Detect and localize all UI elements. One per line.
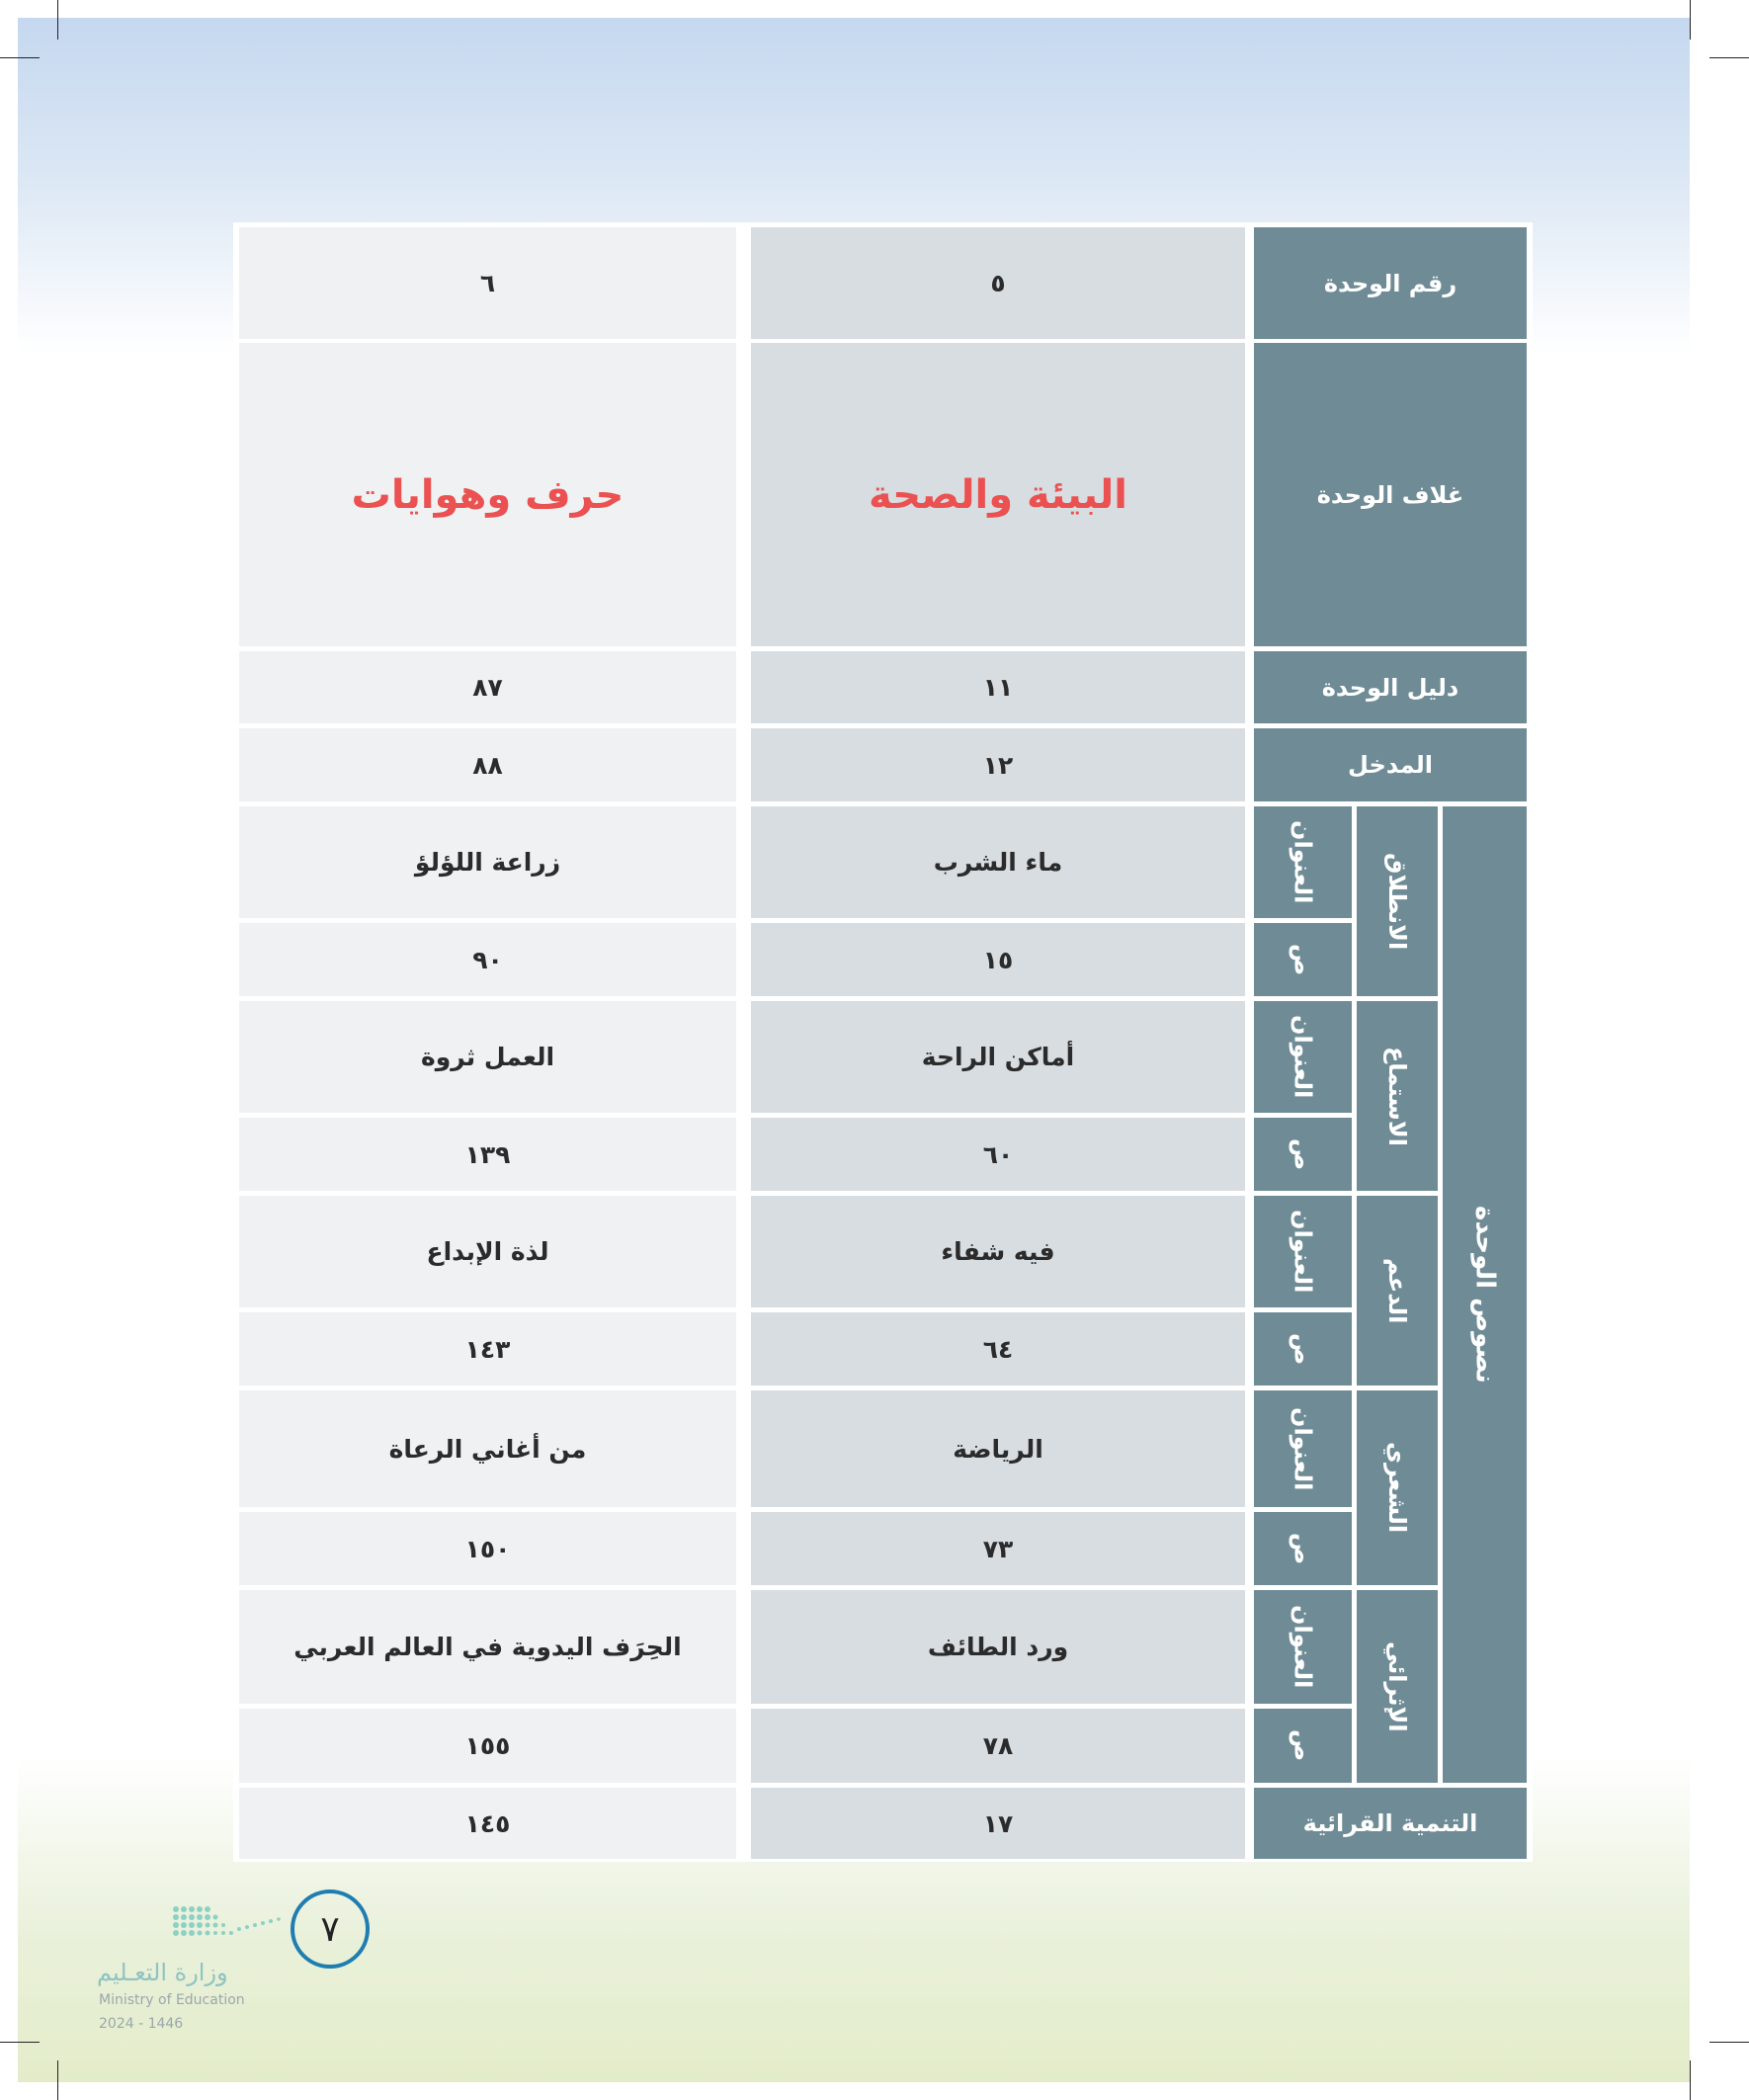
crop-mark — [1709, 2042, 1749, 2043]
unit6-section-page: ٩٠ — [239, 923, 736, 996]
unit5-intro-page: ١٢ — [751, 728, 1245, 801]
unit5-number: ٥ — [751, 227, 1245, 339]
unit6-section-page: ١٥٠ — [239, 1512, 736, 1585]
unit6-section-page: ١٤٣ — [239, 1312, 736, 1386]
page-number: ٧ — [291, 1890, 370, 1969]
sub-page-label: ص — [1254, 1709, 1352, 1783]
sub-title-label: العنوان — [1254, 1001, 1352, 1113]
unit6-section-title: من أغاني الرعاة — [239, 1390, 736, 1507]
unit6-section-title: الحِرَف اليدوية في العالم العربي — [239, 1590, 736, 1704]
ministry-logo-icon — [168, 1899, 296, 1949]
unit5-section-title: فيه شفاء — [751, 1196, 1245, 1307]
unit5-section-page: ١٥ — [751, 923, 1245, 996]
crop-mark — [0, 2042, 40, 2043]
section-label: الشعري — [1357, 1390, 1438, 1585]
crop-mark — [1690, 0, 1691, 40]
section-label: الانطلاق — [1357, 806, 1438, 996]
reading-label: التنمية القرائية — [1254, 1788, 1527, 1859]
section-label: الاستماع — [1357, 1001, 1438, 1191]
sub-title-label: العنوان — [1254, 1390, 1352, 1507]
unit5-section-title: ورد الطائف — [751, 1590, 1245, 1704]
unit6-guide-page: ٨٧ — [239, 651, 736, 723]
unit5-section-title: ماء الشرب — [751, 806, 1245, 918]
unit6-section-title: لذة الإبداع — [239, 1196, 736, 1307]
unit6-section-title: زراعة اللؤلؤ — [239, 806, 736, 918]
sub-title-label: العنوان — [1254, 806, 1352, 918]
unit5-cover-title — [751, 343, 1245, 646]
contents-table — [233, 222, 1533, 1862]
sub-page-label: ص — [1254, 1118, 1352, 1191]
unit5-section-page: ٧٨ — [751, 1709, 1245, 1783]
unit6-reading-page: ١٤٥ — [239, 1788, 736, 1859]
intro-label: المدخل — [1254, 728, 1527, 801]
crop-mark — [0, 57, 40, 58]
crop-mark — [57, 0, 58, 40]
unit5-guide-page: ١١ — [751, 651, 1245, 723]
unit6-section-title: العمل ثروة — [239, 1001, 736, 1113]
guide-label: دليل الوحدة — [1254, 651, 1527, 723]
crop-mark — [1709, 57, 1749, 58]
unit5-section-title: أماكن الراحة — [751, 1001, 1245, 1113]
unit5-section-page: ٦٠ — [751, 1118, 1245, 1191]
ministry-name-ar: وزارة التعـليم — [97, 1959, 228, 1986]
unit5-section-title: الرياضة — [751, 1390, 1245, 1507]
ministry-name-en: Ministry of Education — [99, 1992, 245, 2008]
unit-texts-label: نصوص الوحدة — [1443, 806, 1527, 1783]
unit-number-label: رقم الوحدة — [1254, 227, 1527, 339]
edition-year: 2024 - 1446 — [99, 2016, 184, 2032]
section-label: الإثرائي — [1357, 1590, 1438, 1783]
unit6-section-page: ١٣٩ — [239, 1118, 736, 1191]
unit5-title: البيئة والصحة — [869, 471, 1127, 518]
sub-title-label: العنوان — [1254, 1196, 1352, 1307]
crop-mark — [57, 2060, 58, 2100]
unit6-cover-title — [239, 343, 736, 646]
section-label: الدعم — [1357, 1196, 1438, 1386]
unit5-section-page: ٧٣ — [751, 1512, 1245, 1585]
crop-mark — [1690, 2060, 1691, 2100]
sub-page-label: ص — [1254, 1512, 1352, 1585]
unit5-reading-page: ١٧ — [751, 1788, 1245, 1859]
sub-title-label: العنوان — [1254, 1590, 1352, 1704]
unit5-section-page: ٦٤ — [751, 1312, 1245, 1386]
unit6-title: حرف وهوايات — [351, 471, 625, 518]
unit6-section-page: ١٥٥ — [239, 1709, 736, 1783]
unit6-number: ٦ — [239, 227, 736, 339]
unit6-intro-page: ٨٨ — [239, 728, 736, 801]
sub-page-label: ص — [1254, 1312, 1352, 1386]
sub-page-label: ص — [1254, 923, 1352, 996]
cover-label: غلاف الوحدة — [1254, 343, 1527, 646]
